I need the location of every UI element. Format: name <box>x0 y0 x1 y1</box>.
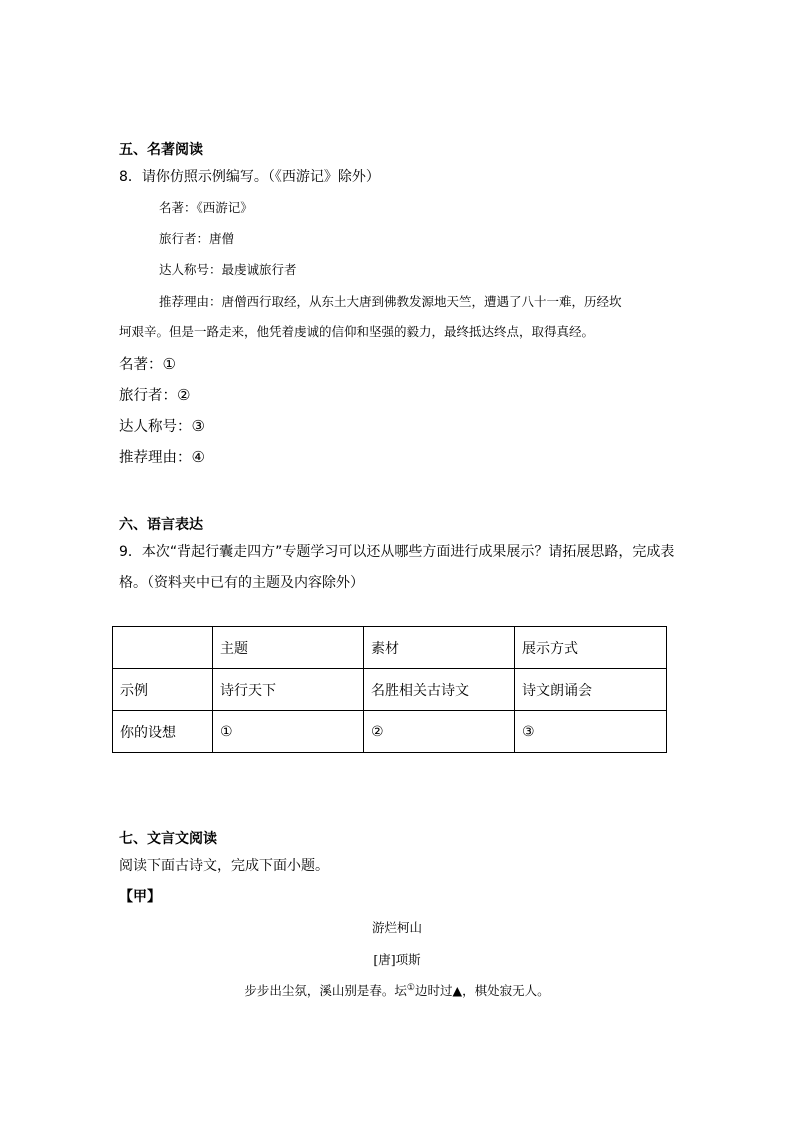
section-heading-6: 六、语言表达 <box>119 517 203 533</box>
table-header-row <box>113 627 667 669</box>
showcase-table <box>112 626 667 753</box>
table-cell: 示例 <box>113 669 213 711</box>
poem-line-1 <box>0 981 794 999</box>
table-row <box>113 669 667 711</box>
table-row <box>113 711 667 753</box>
answer-blank-marker: ③ <box>191 417 205 435</box>
table-cell: 名胜相关古诗文 <box>364 669 515 711</box>
table-cell: 诗文朗诵会 <box>515 669 667 711</box>
section-heading-7: 七、文言文阅读 <box>119 831 217 847</box>
example-reason-line1: 推荐理由：唐僧西行取经，从东土大唐到佛教发源地天竺，遭遇了八十一难，历经坎 <box>159 294 622 309</box>
question-8: 8．请你仿照示例编写。（《西游记》除外） <box>119 169 380 185</box>
part-label-jia: 【甲】 <box>119 889 161 905</box>
table-cell: 你的设想 <box>113 711 213 753</box>
example-traveler: 旅行者：唐僧 <box>159 231 235 246</box>
answer-label: 旅行者： <box>119 388 177 404</box>
poem-text: 步步出尘氛，溪山别是春。坛 <box>244 983 407 998</box>
question-9-line2: 格。（资料夹中已有的主题及内容除外） <box>119 575 364 591</box>
table-header-cell: 主题 <box>213 627 364 669</box>
poem-text: 边时过▲，棋处寂无人。 <box>414 983 550 998</box>
question-9-line1: 9．本次“背起行囊走四方”专题学习可以还从哪些方面进行成果展示？请拓展思路，完成表 <box>119 544 675 560</box>
example-book: 名著：《西游记》 <box>159 200 253 215</box>
table-cell: ② <box>364 711 515 753</box>
table-header-cell: 展示方式 <box>515 627 667 669</box>
reading-instruction: 阅读下面古诗文，完成下面小题。 <box>119 858 329 874</box>
answer-label: 名著： <box>119 357 163 373</box>
answer-reason <box>119 446 205 467</box>
example-title: 达人称号：最虔诚旅行者 <box>159 262 297 277</box>
section-heading-5: 五、名著阅读 <box>119 142 203 158</box>
answer-label: 推荐理由： <box>119 450 192 466</box>
footnote-marker: ① <box>406 982 415 993</box>
answer-label: 达人称号： <box>119 419 192 435</box>
answer-blank-marker: ① <box>162 355 176 373</box>
example-reason-line2: 坷艰辛。但是一路走来，他凭着虔诚的信仰和坚强的毅力，最终抵达终点，取得真经。 <box>119 324 595 339</box>
table-cell: ③ <box>515 711 667 753</box>
answer-blank-marker: ② <box>177 386 191 404</box>
answer-traveler <box>119 384 190 405</box>
table-cell: ① <box>213 711 364 753</box>
table-cell: 诗行天下 <box>213 669 364 711</box>
table-header-cell <box>113 627 213 669</box>
table-header-cell: 素材 <box>364 627 515 669</box>
poem-author: [唐]项斯 <box>373 952 421 967</box>
answer-blank-marker: ④ <box>191 448 205 466</box>
answer-title <box>119 415 205 436</box>
answer-book <box>119 353 176 374</box>
poem-title: 游烂柯山 <box>371 920 422 935</box>
